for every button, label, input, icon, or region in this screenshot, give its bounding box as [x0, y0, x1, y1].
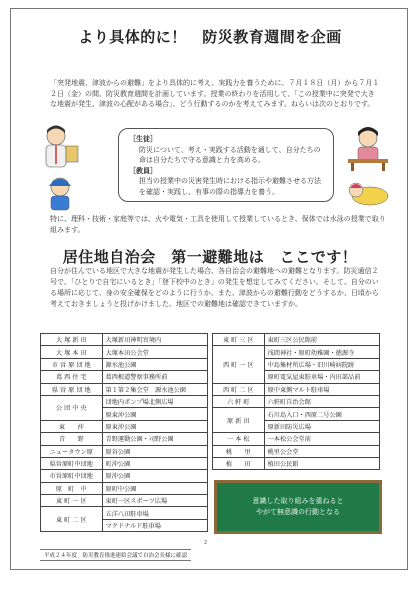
chalkboard-motto — [214, 480, 382, 534]
site-cell: 原東沖公園 — [102, 420, 207, 432]
site-cell: 原町中公園 — [102, 482, 207, 494]
evacuation-table-right — [212, 333, 380, 470]
site-cell: 石川島入口・西原二号公園 — [264, 408, 379, 420]
site-cell: 一本松公会堂前 — [264, 433, 379, 445]
district-cell: 桃 里 — [213, 445, 265, 457]
district-cell: 西 町 二 区 — [213, 383, 265, 395]
student-with-helmet-illustration — [38, 172, 82, 212]
district-cell: 葛 西 住 宅 — [41, 371, 103, 383]
district-cell: 市営原町中団地 — [41, 470, 103, 482]
district-cell: 大 塚 本 田 — [41, 346, 103, 358]
headline-disaster-education-week: より具体的に！ 防災教育週間を企画 — [78, 28, 342, 46]
subjects-note: 特に、理科・技術・家庭等では、火や電気・工具を使用して授業しているとき、保体では水泳の授業で取り組みます。 — [50, 215, 386, 234]
students-goal-text: 防災について、考え・実践する活動を通して、自分たちの命は自分たちで守る意識と力を高める。 — [139, 145, 321, 164]
table-row — [213, 346, 380, 358]
district-cell: 東 町 一 区 — [41, 495, 103, 507]
site-cell: 中島集材所広場・旧川崎病院跡 — [264, 358, 379, 370]
teacher-illustration — [34, 124, 84, 172]
motto-line-2: やがて無意識の行動となる — [256, 508, 340, 516]
site-cell: 青野運動公園・司野公園 — [102, 433, 207, 445]
district-cell: 市 営 原 団 地 — [41, 358, 103, 370]
district-cell: 原 新 田 — [213, 408, 265, 433]
site-cell: 五洋八田駐車場 — [102, 507, 207, 519]
crouching-student-illustration — [344, 176, 394, 210]
site-cell: 東町三区公民館前 — [264, 334, 379, 346]
table-row — [41, 395, 208, 407]
site-cell: 原町電気屋東駐車場・内田部品前 — [264, 371, 379, 383]
site-cell: 東町一区スポーツ広場 — [102, 495, 207, 507]
table-row — [41, 371, 208, 383]
site-cell: 原谷公園 — [102, 445, 207, 457]
district-cell: 青 野 — [41, 433, 103, 445]
table-row — [41, 358, 208, 370]
district-cell: 県営原町中団地 — [41, 457, 103, 469]
district-cell: 大 塚 新 田 — [41, 334, 103, 346]
site-cell: 桃里公会堂 — [264, 445, 379, 457]
table-row — [41, 383, 208, 395]
district-cell: ニュータウン原 — [41, 445, 103, 457]
table-row — [41, 433, 208, 445]
site-cell: マクドナルド駐車場 — [102, 519, 207, 531]
site-cell: 第１第２集会堂 源水池公園 — [102, 383, 207, 395]
table-row — [41, 445, 208, 457]
table-row — [213, 383, 380, 395]
teachers-goal-text: 担当の授業中の災害発生時における指示や避難させる方法を確認・実践し、有事の際の指導力を養う。 — [139, 177, 321, 196]
site-cell: 町沖公園 — [102, 457, 207, 469]
table-row — [41, 420, 208, 432]
district-cell: 県 営 原 団 地 — [41, 383, 103, 395]
district-cell: 東 町 三 区 — [213, 334, 265, 346]
table-row — [41, 495, 208, 507]
goals-box — [118, 128, 334, 202]
district-cell: 公 団 中 央 — [41, 395, 103, 420]
district-cell: 東 沖 — [41, 420, 103, 432]
site-cell: 原新田防災広場 — [264, 420, 379, 432]
table-row — [41, 346, 208, 358]
evacuation-paragraph: 自分が住んでいる地区で大きな地震が発生した場合、各自治会の避難地への避難となります。防災通信２号で、「ひとりで自宅にいるとき」「登下校中のとき」の発生を想定してみてください。そして、自分のいる場所に応じて、身の安全確保をどのように行うか、また、津波からの避難行動をどうするか、日頃から考えておきましょうと投げかけました。地区での避難地は確認できていますか。 — [50, 267, 379, 308]
table-row — [41, 507, 208, 519]
intro-paragraph: 「突発地震、津波からの避難」をより具体的に考え、実践力を養うために、７月１８日（月）から７月１２日（金）の間、防災教育週間を計画しています。授業の終わりを活用して、「この授業中に突発で大きな地震が発生、津波の心配がある場合」、どう行動するのかを考えてみます。ねらいは次のとおりです。 — [50, 79, 380, 108]
site-cell: 植田公民館 — [264, 457, 379, 469]
site-cell: 浅間神社・原町幼稚園・徳源寺 — [264, 346, 379, 358]
site-cell: 原東沖公園 — [102, 408, 207, 420]
site-cell: 源水池公園 — [102, 358, 207, 370]
table-row — [213, 457, 380, 469]
footer-note: 平成２４年度 防災教育推進連絡会議で自治会長様に確認 — [40, 549, 191, 561]
district-cell: 植 田 — [213, 457, 265, 469]
table-row — [213, 334, 380, 346]
student-at-desk-illustration — [342, 124, 392, 172]
table-row — [41, 482, 208, 494]
district-cell: 東 町 二 区 — [41, 507, 103, 532]
table-row — [213, 408, 380, 420]
site-cell: 原中東側マルト駐車場 — [264, 383, 379, 395]
page-number: 2 — [204, 540, 208, 546]
table-row — [213, 395, 380, 407]
district-cell: 六 軒 町 — [213, 395, 265, 407]
site-cell: 団地内ポンプ場北側広場 — [102, 395, 207, 407]
site-cell: 葛西根道警察事務所前 — [102, 371, 207, 383]
table-row — [213, 445, 380, 457]
site-cell: 原沖公園 — [102, 470, 207, 482]
students-heading: ［生徒］ — [129, 135, 157, 143]
district-cell: 一 本 松 — [213, 433, 265, 445]
motto-line-1: 意識した取り組みを重ねると — [252, 497, 344, 505]
site-cell: 大塚新田神明宮境内 — [102, 334, 207, 346]
table-row — [213, 433, 380, 445]
site-cell: 大塚本田公会堂 — [102, 346, 207, 358]
table-row — [41, 334, 208, 346]
table-row — [41, 470, 208, 482]
district-cell: 西 町 一 区 — [213, 346, 265, 383]
site-cell: 六軒町自治会館 — [264, 395, 379, 407]
teachers-heading: ［教員］ — [129, 166, 157, 175]
district-cell: 原 町 中 — [41, 482, 103, 494]
headline-evacuation-sites: 居住地自治会 第一避難地は ここです！ — [62, 248, 358, 266]
evacuation-table-left — [40, 333, 208, 532]
table-row — [41, 457, 208, 469]
